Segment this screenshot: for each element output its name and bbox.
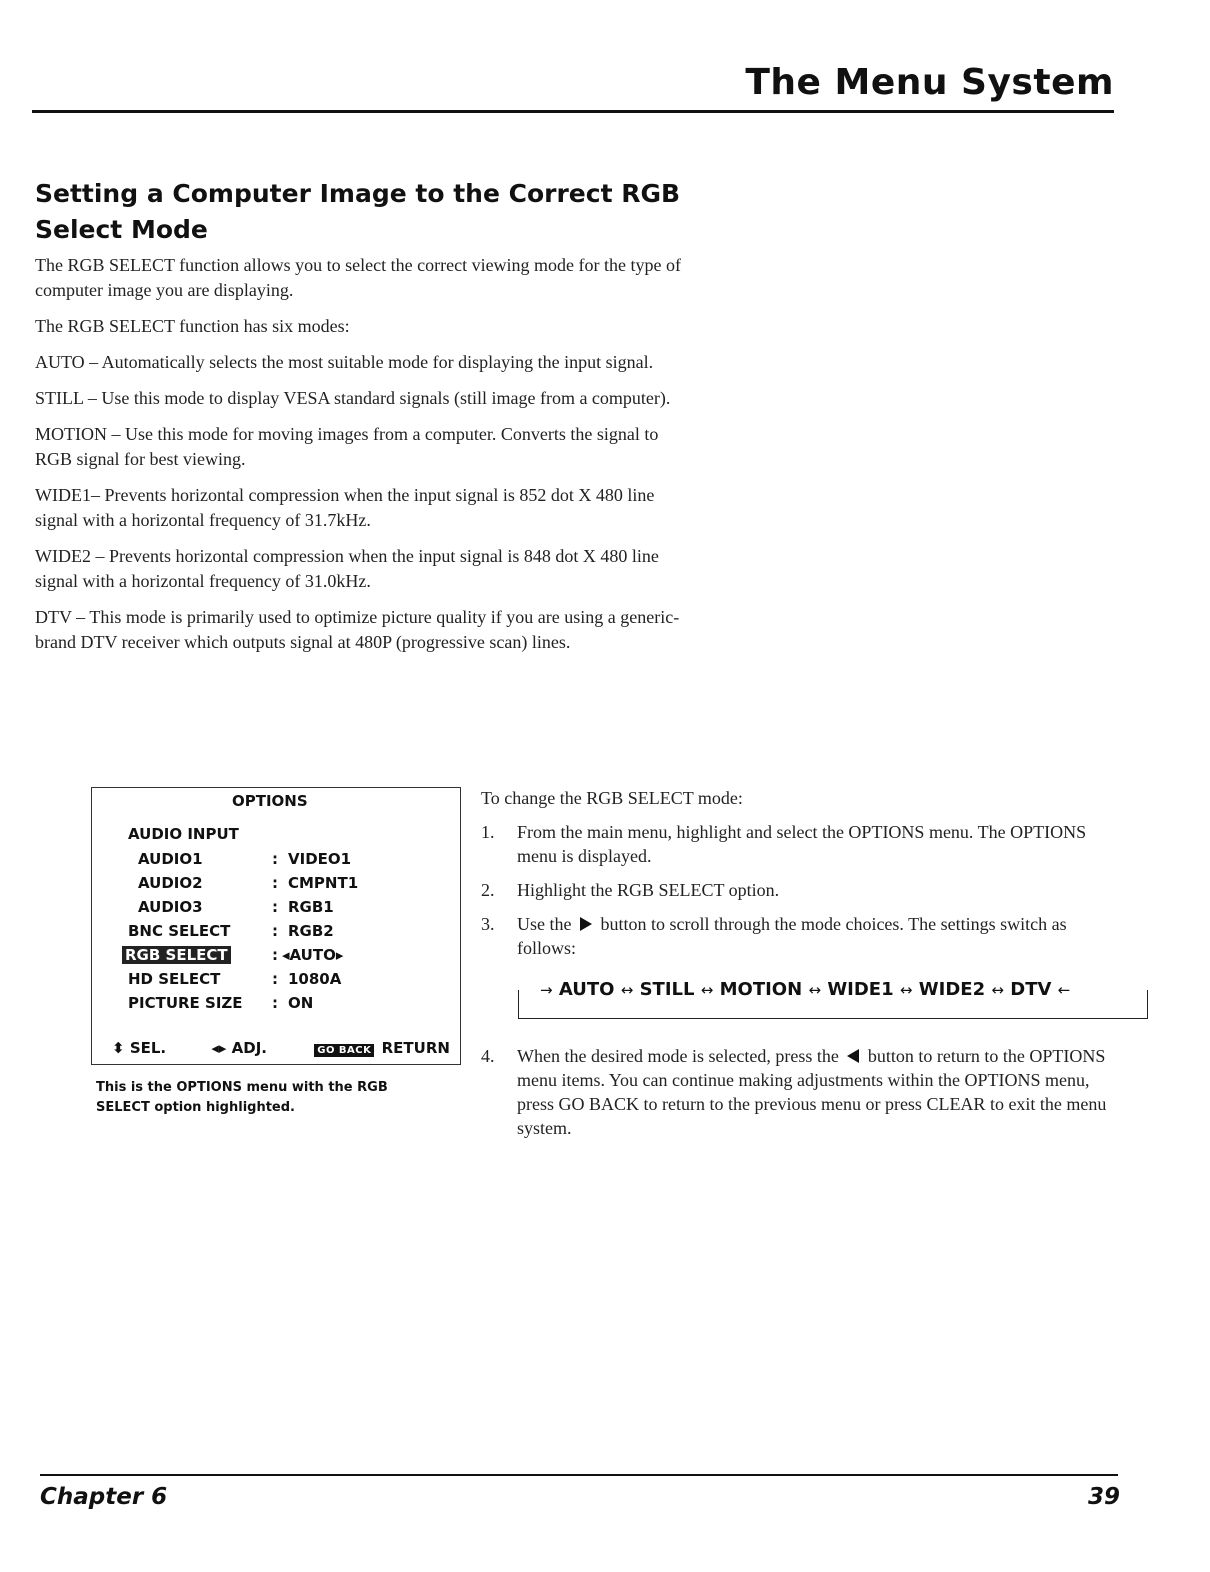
menu-item-value: CMPNT1 <box>288 874 359 892</box>
menu-colon: : <box>272 946 278 964</box>
mode-still: STILL <box>639 979 695 1000</box>
menu-title: OPTIONS <box>232 792 308 810</box>
menu-footer-return: RETURN <box>381 1039 450 1057</box>
menu-item-label: PICTURE SIZE <box>128 994 243 1012</box>
mode-dtv: DTV <box>1010 979 1052 1000</box>
step-number: 3. <box>481 914 495 934</box>
mode-cycle-diagram <box>516 978 1112 1024</box>
menu-footer <box>112 1039 450 1057</box>
page-header-title: The Menu System <box>745 62 1114 103</box>
footer-rule <box>40 1474 1118 1476</box>
menu-colon: : <box>272 874 278 892</box>
figure-caption: This is the OPTIONS menu with the RGB SELECT option highlighted. <box>96 1080 388 1115</box>
step-text: Highlight the RGB SELECT option. <box>517 880 780 900</box>
double-arrow-icon: ↔ <box>620 981 634 999</box>
header-rule <box>32 110 1114 113</box>
mode-wide2: WIDE2 <box>918 979 986 1000</box>
page-number: 39 <box>1087 1484 1120 1510</box>
double-arrow-icon: ↔ <box>899 981 913 999</box>
menu-colon: : <box>272 994 278 1012</box>
intro-text <box>35 253 695 666</box>
options-menu-screenshot <box>91 787 461 1065</box>
step-number: 2. <box>481 880 495 900</box>
step-number: 4. <box>481 1046 495 1066</box>
chapter-label: Chapter 6 <box>40 1484 168 1510</box>
paragraph: STILL – Use this mode to display VESA standard signals (still image from a computer). <box>35 388 671 408</box>
right-arrow-button-icon <box>580 917 592 931</box>
mode-auto: AUTO <box>558 979 615 1000</box>
paragraph: DTV – This mode is primarily used to optimize picture quality if you are using a generic-brand DTV receiver which outputs signal at 480P (progressive scan) lines. <box>35 607 680 652</box>
menu-colon: : <box>272 898 278 916</box>
menu-item-label: AUDIO1 <box>138 850 203 868</box>
menu-item-label-highlighted: RGB SELECT <box>122 946 231 964</box>
menu-colon: : <box>272 850 278 868</box>
double-arrow-icon: ↔ <box>991 981 1004 999</box>
menu-colon: : <box>272 970 278 988</box>
double-arrow-icon: ↔ <box>700 981 714 999</box>
menu-item-value: VIDEO1 <box>288 850 352 868</box>
paragraph: The RGB SELECT function has six modes: <box>35 316 350 336</box>
instructions-lead: To change the RGB SELECT mode: <box>481 788 743 808</box>
step-number: 1. <box>481 822 495 842</box>
menu-item-value: ◂AUTO▸ <box>282 946 344 964</box>
paragraph: WIDE1– Prevents horizontal compression when the input signal is 852 dot X 480 line signal with a horizontal frequency of 31.7kHz. <box>35 485 655 530</box>
step-4 <box>481 1044 1121 1140</box>
menu-item-label: AUDIO3 <box>138 898 203 916</box>
mode-motion: MOTION <box>719 979 803 1000</box>
menu-item-value: 1080A <box>288 970 342 988</box>
mode-wide1: WIDE1 <box>827 979 894 1000</box>
menu-footer-sel: SEL. <box>129 1039 167 1057</box>
menu-colon: : <box>272 922 278 940</box>
step-1 <box>481 820 1121 868</box>
paragraph: The RGB SELECT function allows you to select the correct viewing mode for the type of computer image you are displaying. <box>35 255 682 300</box>
menu-item-label: BNC SELECT <box>128 922 231 940</box>
step-text-post: button to scroll through the mode choices. The settings switch as follows: <box>517 914 1067 958</box>
menu-item-value: ON <box>288 994 314 1012</box>
instructions <box>481 786 1121 1150</box>
section-title: Setting a Computer Image to the Correct RGB Select Mode <box>35 179 681 244</box>
menu-footer-adj: ADJ. <box>231 1039 267 1057</box>
menu-item-value: RGB2 <box>288 922 334 940</box>
double-arrow-icon: ↔ <box>808 981 822 999</box>
menu-item-label: AUDIO2 <box>138 874 203 892</box>
step-text-post: button to return to the OPTIONS menu items. You can continue making adjustments within the OPTIONS menu, press GO BACK to return to the previous menu or press CLEAR to exit the menu system. <box>517 1046 1107 1138</box>
step-text-pre: Use the <box>517 914 572 934</box>
step-2 <box>481 878 1121 902</box>
up-down-arrow-icon: ⬍ <box>112 1039 125 1057</box>
cycle-sequence <box>536 978 1074 1002</box>
step-3 <box>481 912 1121 960</box>
menu-item-value: RGB1 <box>288 898 334 916</box>
left-arrow-button-icon <box>847 1049 859 1063</box>
paragraph: WIDE2 – Prevents horizontal compression when the input signal is 848 dot X 480 line signal with a horizontal frequency of 31.0kHz. <box>35 546 659 591</box>
paragraph: AUTO – Automatically selects the most suitable mode for displaying the input signal. <box>35 352 654 372</box>
arrow-icon: ← <box>1057 981 1071 999</box>
step-text: From the main menu, highlight and select the OPTIONS menu. The OPTIONS menu is displayed. <box>517 822 1087 866</box>
go-back-button-icon: GO BACK <box>314 1044 374 1057</box>
left-right-arrow-icon: ◂▸ <box>211 1039 227 1057</box>
step-text-pre: When the desired mode is selected, press the <box>517 1046 839 1066</box>
menu-item-label: HD SELECT <box>128 970 221 988</box>
paragraph: MOTION – Use this mode for moving images from a computer. Converts the signal to RGB signal for best viewing. <box>35 424 659 469</box>
menu-group-audio-input: AUDIO INPUT <box>128 825 239 843</box>
arrow-icon: → <box>540 981 553 999</box>
